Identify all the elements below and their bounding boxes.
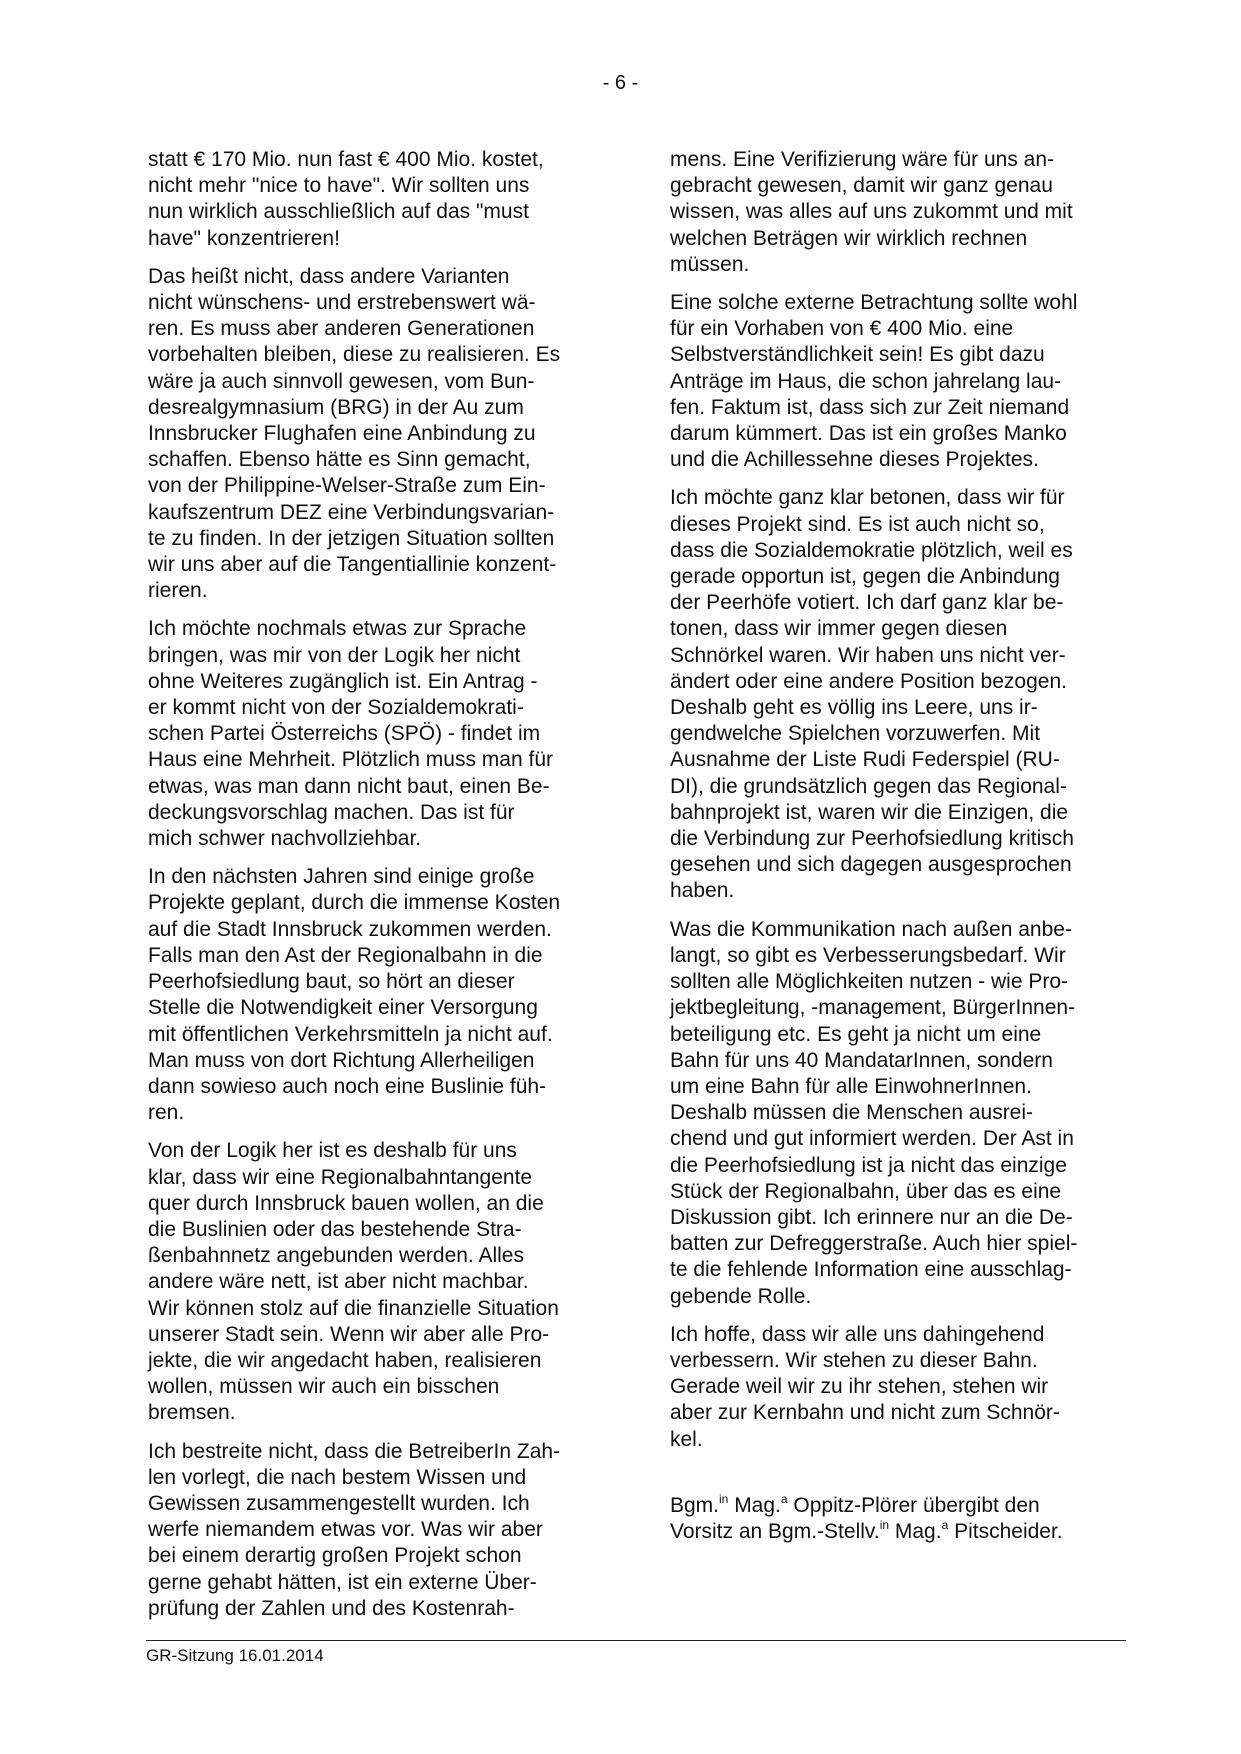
chair-handover-note: [670, 1493, 1130, 1545]
paragraph: In den nächsten Jahren sind einige große Projekte geplant, durch die immense Kosten auf die Stadt Innsbruck zukommen werden. Falls man den Ast der Regionalbahn in die Peerhofsiedlung baut, so hört an dieser Stelle die Notwendigkeit einer Versorgung mit öffentlichen Verkehrsmitteln ja nicht auf. Man muss von dort Richtung Allerheiligen dann sowieso auch noch eine Buslinie füh- ren.: [148, 865, 561, 1125]
paragraph: mens. Eine Verifizierung wäre für uns an- gebracht gewesen, damit wir ganz genau wissen, was alles auf uns zukommt und mit welchen Beträgen wir wirklich rechnen müssen.: [670, 148, 1073, 276]
closing-superscript: a: [941, 1517, 949, 1532]
paragraph: Von der Logik her ist es deshalb für uns klar, dass wir eine Regionalbahntangente quer durch Innsbruck bauen wollen, an die die Buslinien oder das bestehende Stra- ßenbahnnetz angebunden werden. Alles andere wäre nett, ist aber nicht machbar. Wir können stolz auf die finanzielle Situation unserer Stadt sein. Wenn wir aber alle Pro- jekte, die wir angedacht haben, realisieren wollen, müssen wir auch ein bisschen bremsen.: [148, 1139, 559, 1425]
footer-divider: [146, 1640, 1126, 1641]
closing-text: Mag.: [889, 1519, 942, 1543]
paragraph: Ich möchte nochmals etwas zur Sprache bringen, was mir von der Logik her nicht ohne Weiteres zugänglich ist. Ein Antrag - er kommt nicht von der Sozialdemokrati- schen Partei Österreichs (SPÖ) - findet im Haus eine Mehrheit. Plötzlich muss man für etwas, was man dann nicht baut, einen Be- deckungsvorschlag machen. Das ist für mich schwer nachvollziehbar.: [148, 617, 553, 851]
closing-text: Bgm.: [670, 1493, 720, 1517]
footer-session-date: GR-Sitzung 16.01.2014: [146, 1646, 324, 1665]
paragraph: Ich bestreite nicht, dass die BetreiberIn Zah- len vorlegt, die nach bestem Wissen und Gewissen zusammengestellt wurden. Ich werfe niemandem etwas vor. Was wir aber bei einem derartig großen Projekt schon gerne gehabt hätten, ist ein externe Über- prüfung der Zahlen und des Kostenrah-: [148, 1439, 561, 1620]
closing-text: Oppitz-Plörer übergibt den: [787, 1493, 1040, 1517]
closing-text: Vorsitz an Bgm.-Stellv.: [670, 1519, 880, 1543]
paragraph: Das heißt nicht, dass andere Varianten nicht wünschens- und erstrebenswert wä- ren. Es muss aber anderen Generationen vorbehalten bleiben, diese zu realisieren. Es wäre ja auch sinnvoll gewesen, vom Bun- desrealgymnasium (BRG) in der Au zum Innsbrucker Flughafen eine Anbindung zu schaffen. Ebenso hätte es Sinn gemacht, von der Philippine-Welser-Straße zum Ein- kaufszentrum DEZ eine Verbindungsvarian- te zu finden. In der jetzigen Situation sollten wir uns aber auf die Tangentiallinie konzent- rieren.: [148, 264, 561, 603]
closing-superscript: in: [879, 1517, 890, 1532]
paragraph: Eine solche externe Betrachtung sollte wohl für ein Vorhaben von € 400 Mio. eine Selbstverständlichkeit sein! Es gibt dazu Anträge im Haus, die schon jahrelang lau- fen. Faktum ist, dass sich zur Zeit niemand darum kümmert. Das ist ein großes Manko und die Achillessehne dieses Projektes.: [670, 291, 1078, 472]
closing-superscript: a: [780, 1491, 788, 1506]
paragraph: Ich hoffe, dass wir alle uns dahingehend verbessern. Wir stehen zu dieser Bahn. Gerade weil wir zu ihr stehen, stehen wir aber zur Kernbahn und nicht zum Schnör- kel.: [670, 1322, 1060, 1451]
closing-superscript: in: [719, 1491, 729, 1506]
right-column: [670, 147, 1130, 1557]
paragraph: statt € 170 Mio. nun fast € 400 Mio. kostet, nicht mehr "nice to have". Wir sollten uns nun wirklich ausschließlich auf das "must have" konzentrieren!: [148, 148, 544, 250]
closing-text: Pitscheider.: [948, 1519, 1063, 1543]
page-number: - 6 -: [602, 72, 639, 94]
left-column: [148, 147, 603, 1634]
paragraph: Was die Kommunikation nach außen anbe- langt, so gibt es Verbesserungsbedarf. Wir sollten alle Möglichkeiten nutzen - wie Pro- jektbegleitung, -management, BürgerInnen- beteiligung etc. Es geht ja nicht um eine Bahn für uns 40 MandatarInnen, sondern um eine Bahn für alle EinwohnerInnen. Deshalb müssen die Menschen ausrei- chend und gut informiert werden. Der Ast in die Peerhofsiedlung ist ja nicht das einzige Stück der Regionalbahn, über das es eine Diskussion gibt. Ich erinnere nur an die De- batten zur Defreggerstraße. Auch hier spiel- te die fehlende Information eine ausschlag- gebende Rolle.: [670, 917, 1078, 1308]
closing-text: Mag.: [728, 1493, 781, 1517]
paragraph: Ich möchte ganz klar betonen, dass wir für dieses Projekt sind. Es ist auch nicht so, dass die Sozialdemokratie plötzlich, weil es gerade opportun ist, gegen die Anbindung der Peerhöfe votiert. Ich darf ganz klar be- tonen, dass wir immer gegen diesen Schnörkel waren. Wir haben uns nicht ver- ändert oder eine andere Position bezogen. Deshalb geht es völlig ins Leere, uns ir- gendwelche Spielchen vorzuwerfen. Mit Ausnahme der Liste Rudi Federspiel (RU- DI), die grundsätzlich gegen das Regional- bahnprojekt ist, waren wir die Einzigen, die die Verbindung zur Peerhofsiedlung kritisch gesehen und sich dagegen ausgesprochen haben.: [670, 486, 1074, 903]
